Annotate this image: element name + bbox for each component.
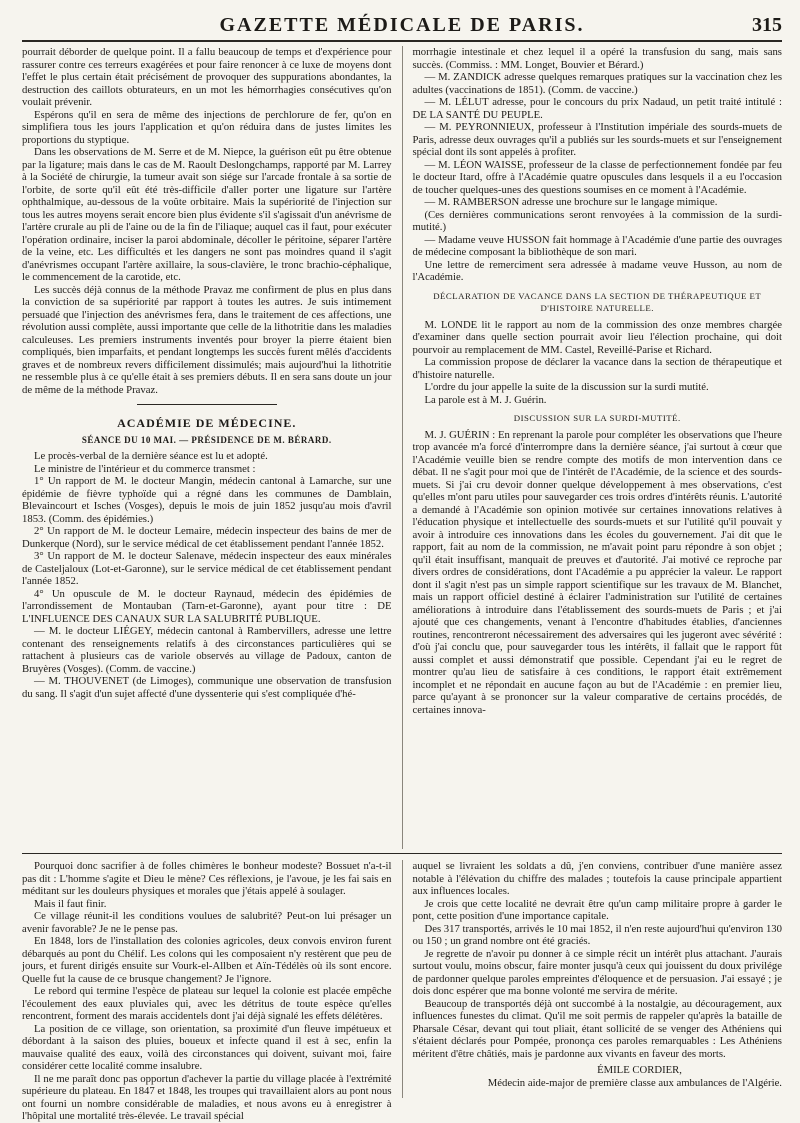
feuilleton-rule xyxy=(22,853,782,854)
paragraph: morrhagie intestinale et chez lequel il a opéré la transfusion du sang, mais sans succès. (Commiss. : MM. Longet, Bouvier et Bérard.) xyxy=(412,46,782,71)
feuilleton-columns xyxy=(22,858,782,1122)
paragraph: — M. THOUVENET (de Limoges), communique une observation de transfusion du sang. Il s'agit d'un sujet affecté d'une dyssenterie qui s'est compliquée d'hé- xyxy=(22,675,392,700)
paragraph: Dans les observations de M. Serre et de M. Niepce, la guérison eût pu être obtenue par la ligature; mais dans le cas de M. Raoult Deslongchamps, rapporté par M. Larrey à la Société de chirurgie, la tumeur avait son siége sur l'arcade frontale à sa sortie de l'orbite, de sorte qu'il eût été très-difficile d'aller porter une ligature sur l'artère ophthalmique, au-dessous de la voûte orbitaire. Mais la supériorité de l'injection sur tous les autres moyens serait encore bien plus évidente s'il s'agissait d'un anévrisme de l'artère crurale au pli de l'aine ou de la fin de l'iliaque; auquel cas il faut, pour exécuter l'opération ordinaire, inciser la paroi abdominale, décoller le péritoine, séparer l'artère de la veine, etc. Les difficultés et les dangers ne sont pas moindres quand il s'agit d'anévrismes occupant l'artère axillaire, la sous-clavière, le tronc brachio-céphalique, le commencement de la carotide, etc. xyxy=(22,146,392,283)
masthead-bar xyxy=(22,10,782,42)
session-heading: SÉANCE DU 10 MAI. — PRÉSIDENCE DE M. BÉRARD. xyxy=(81,434,332,445)
column-divider xyxy=(402,860,403,1098)
paragraph: La parole est à M. J. Guérin. xyxy=(424,393,547,406)
paragraph: M. LONDE lit le rapport au nom de la commission des onze membres chargée d'examiner dans quelle section pourrait avoir lieu l'élection prochaine, qui doit pourvoir au remplacement de MM. Castel, Reveillé-Parise et Richard. xyxy=(412,318,782,356)
paragraph: Pourquoi donc sacrifier à de folles chimères le bonheur modeste? Bossuet n'a-t-il pas dit : L'homme s'agite et Dieu le mène? Ces réflexions, je l'avoue, je les fai sais en méditant sur les douleurs physiques et morales que j'étais appelé à soulager. xyxy=(22,860,392,897)
paragraph: Je crois que cette localité ne devrait être qu'un camp militaire propre à garder le pont, cette position d'une importance capitale. xyxy=(412,897,782,922)
paragraph: Il ne me paraît donc pas opportun d'achever la partie du village placée à l'extrémité supérieure du plateau. En 1847 et 1848, les troupes qui travaillaient alors au pont nous ont fourni un nombre considérable de maladies, et nous avons eu à enregistrer à l'hôpital une mortalité très-élevée. Le travail spécial xyxy=(22,1072,392,1122)
paragraph: 2° Un rapport de M. le docteur Lemaire, médecin inspecteur des bains de mer de Dunkerque (Nord), sur le service médical de cet établissement pendant l'année 1852. xyxy=(22,525,392,550)
paragraph: pourrait déborder de quelque point. Il a fallu beaucoup de temps et d'expérience pour rassurer contre ces terreurs exagérées et pour faire renoncer à ce luxe de moyens dont l'effet le plus certain était précisément de provoquer des suppurations abondantes, la destruction des caillots obturateurs, en un mot les hémorrhagies consécutives qu'on voulait prévenir. xyxy=(22,46,392,108)
paragraph: — M. LÉLUT adresse, pour le concours du prix Nadaud, un petit traité intitulé : DE LA SANTÉ DU PEUPLE. xyxy=(412,96,782,121)
paragraph: — M. LÉON WAISSE, professeur de la classe de perfectionnement fondée par feu le docteur Itard, offre à l'Académie quatre opuscules dans lesquels il a eu l'occasion de toucher quelques-unes des questions soumises en ce moment à l'Académie. xyxy=(412,158,782,196)
vacancy-heading: DÉCLARATION DE VACANCE DANS LA SECTION DE THÉRAPEUTIQUE ET D'HISTOIRE NATURELLE. xyxy=(433,290,762,313)
paragraph: Le rebord qui termine l'espèce de plateau sur lequel la colonie est placée empêche l'écoulement des eaux pluviales qui, avec les détritus de toute espèce qu'elles rencontrent, forment des marais accidentels dont j'ai déjà signalé les effets délétères. xyxy=(22,985,392,1022)
paragraph: En 1848, lors de l'installation des colonies agricoles, deux convois environ furent débarqués au pont du Chélif. Les colons qui les composaient n'y restèrent que peu de jours, et furent dirigés ensuite sur Vourk-el-Allben et Aïn-Tédélès où ils sont encore. Quelle fut la cause de ce brusque changement? Je l'ignore. xyxy=(22,935,392,985)
paragraph: Espérons qu'il en sera de même des injections de perchlorure de fer, qu'on en simplifiera tous les jours l'application et qu'on réduira dans de justes limites les proportions du styptique. xyxy=(22,108,392,146)
author-name: ÉMILE CORDIER, xyxy=(597,1064,682,1076)
paragraph: 4° Un opuscule de M. le docteur Raynaud, médecin des épidémies de l'arrondissement de Montauban (Tarn-et-Garonne), ayant pour titre : DE L'INFLUENCE DES CANAUX SUR LA SALUBRITÉ PUBLIQUE. xyxy=(22,587,392,625)
paragraph: Ce village réunit-il les conditions voulues de salubrité? Peut-on lui présager un avenir favorable? Je ne le pense pas. xyxy=(22,910,392,935)
paragraph: M. J. GUÉRIN : En reprenant la parole pour compléter les observations que l'heure trop avancée m'a forcé d'interrompre dans la dernière séance, j'ai surtout à cœur que l'Académie veuille bien se rendre compte des motifs de mon intervention dans ce débat. Il ne s'agit pour moi que de l'intérêt de l'Académie, de la science et des sourds-muets. Si j'ai cru devoir donner quelque développement à mes observations, c'est qu'elles m'ont paru utiles pour sauvegarder ces trois ordres d'intérêts réunis. L'autorité a demandé à l'Académie son opinion motivée sur certaines innovations relatives à l'éducation physique et intellectuelle des sourds-muets et sur l'utilité qu'il pouvait y avoir à introduire ces innovations dans les écoles du gouvernement. J'ai dit que le rapport, fait au nom de la commission, ne m'avait point paru répondre à son objet ; qu'il était insuffisant, manquait de preuves et d'autorité. J'ai motivé ce reproche par divers ordres de considérations, dont l'Académie a pu apprécier la valeur. Le rapport dont il s'agit n'est pas un simple rapport scientifique sur les travaux de M. Blanchet, mais un rapport officiel destiné à éclairer l'administration sur l'utilité de certaines améliorations à introduire dans l'établissement des sourds-muets de Paris ; et j'ai ajouté que ces changements, venant à l'encontre d'habitudes établies, d'anciennes routines, rencontreront nécessairement des adversaires qui les jugeront avec sévérité : d'où j'ai conclu que, pour sauvegarder tous les intérêts, il fallait que le rapport fût aussi complet et aussi démonstratif que possible. Cependant j'ai eu le regret de montrer qu'au lieu de satisfaire à ces conditions, le rapport était extrêmement incomplet et ne répondait en aucune façon au but de l'Académie : en premier lieu, parce qu'ayant à se prononcer sur la valeur comparative de certains procédés, de certaines innova- xyxy=(412,428,782,716)
paragraph: L'ordre du jour appelle la suite de la discussion sur la surdi mutité. xyxy=(424,381,709,393)
paragraph: (Ces dernières communications seront renvoyées à la commission de la surdi-mutité.) xyxy=(412,208,782,233)
paragraph: Mais il faut finir. xyxy=(34,897,107,910)
paragraph: auquel se livraient les soldats a dû, j'en conviens, contribuer d'une manière assez notable à l'élévation du chiffre des malades ; toutefois la cause principale appartient aux influences locales. xyxy=(412,860,782,897)
paragraph: Une lettre de remerciment sera adressée à madame veuve Husson, au nom de l'Académie. xyxy=(412,258,782,283)
paragraph: 3° Un rapport de M. le docteur Salenave, médecin inspecteur des eaux minérales de Casteljaloux (Lot-et-Garonne), sur le service médical de cet établissement pendant l'année 1852. xyxy=(22,550,392,587)
journal-title: GAZETTE MÉDICALE DE PARIS. xyxy=(219,14,585,36)
paragraph: — M. ZANDICK adresse quelques remarques pratiques sur la vaccination chez les adultes (vaccinations de 1851). (Comm. de vaccine.) xyxy=(412,71,782,96)
paragraph: Des 317 transportés, arrivés le 10 mai 1852, il n'en reste aujourd'hui qu'environ 130 ou 150 ; un grand nombre ont été graciés. xyxy=(412,922,782,947)
page-number: 315 xyxy=(752,14,782,36)
feuilleton-right xyxy=(412,860,782,1098)
author-title: Médecin aide-major de première classe aux ambulances de l'Algérie. xyxy=(487,1076,782,1089)
paragraph: 1° Un rapport de M. le docteur Mangin, médecin cantonal à Lamarche, sur une épidémie de fièvre typhoïde qui a régné dans les communes de Damblain, Blevaincourt et Isches (Vosges), depuis le mois de juin 1852 jusqu'au mois d'avril 1853. (Comm. des épidémies.) xyxy=(22,475,392,525)
paragraph: — M. PEYRONNIEUX, professeur à l'Institution impériale des sourds-muets de Paris, adresse deux ouvrages qu'il a publiés sur les sourds-muets et sur l'enseignement spécial dont ils sont appelés à profiter. xyxy=(412,121,782,158)
main-columns xyxy=(22,42,782,849)
discussion-heading: DISCUSSION SUR LA SURDI-MUTITÉ. xyxy=(513,413,681,423)
academy-heading: ACADÉMIE DE MÉDECINE. xyxy=(117,416,297,430)
paragraph: — Madame veuve HUSSON fait hommage à l'Académie d'une partie des ouvrages de médecine composant la bibliothèque de son mari. xyxy=(412,233,782,258)
paragraph: Beaucoup de transportés déjà ont succombé à la nostalgie, au découragement, aux influences funestes du climat. Qu'il me soit permis de rappeler qu'après la bataille de Pharsale César, devant qui tout pliait, étant sollicité de se venger des Athéniens qui s'étaient déclarés pour Pompée, prononça ces paroles remarquables : Les Athéniens méritent d'être châtiés, mais je pardonne aux vivants en faveur des morts. xyxy=(412,997,782,1060)
paragraph: Je regrette de n'avoir pu donner à ce simple récit un intérêt plus attachant. J'aurais surtout voulu, moins obscur, faire monter jusqu'à ceux qui jouissent du doux privilége de pardonner quelque paroles empreintes d'éloquence et de persuasion. J'ai essayé ; je dois donc espérer que ma bonne volonté me servira de mérite. xyxy=(412,947,782,997)
paragraph: Le ministre de l'intérieur et du commerce transmet : xyxy=(34,462,256,475)
column-left xyxy=(22,46,392,849)
paragraph: La position de ce village, son orientation, sa proximité d'un fleuve impétueux et débordant à la saison des pluies, boueux et infecte quand il est à sec, enfin la mauvaise qualité des eaux, voilà des circonstances qui doivent, suivant moi, faire considérer cette localité comme insalubre. xyxy=(22,1022,392,1072)
paragraph: — M. RAMBERSON adresse une brochure sur le langage mimique. xyxy=(424,196,718,208)
paragraph: — M. le docteur LIÉGEY, médecin cantonal à Rambervillers, adresse une lettre contenant des renseignements relatifs à des circonstances particulières qui se rattachent à plusieurs cas de variole observés au village de Padoux, canton de Bruyères (Vosges). (Comm. de vaccine.) xyxy=(22,625,392,675)
column-divider xyxy=(402,46,403,849)
column-right xyxy=(412,46,782,849)
paragraph: Le procès-verbal de la dernière séance est lu et adopté. xyxy=(34,450,268,462)
paragraph: Les succès déjà connus de la méthode Pravaz me confirment de plus en plus dans la conviction de sa supériorité par rapport à toutes les autres. Je suis intimement persuadé que l'injection des anévrismes fera, dans le traitement de ces affections, une révolution aussi complète, aussi importante que celle de la lithotritie dans les maladies calculeuses. Les premiers instruments inventés pour broyer la pierre étaient bien compliqués, bien imparfaits, et pendant longtemps les succès furent mêlés d'accidents graves et de nombreux revers difficilement dissimulés; mais aujourd'hui la lithotritie ne ressemble plus à ce qu'elle était à ses premiers débuts. Il en sera sans doute un jour de même de la méthode Pravaz. xyxy=(22,283,392,396)
feuilleton-left xyxy=(22,860,392,1122)
paragraph: La commission propose de déclarer la vacance dans la section de thérapeutique et d'histoire naturelle. xyxy=(412,356,782,381)
section-divider xyxy=(137,404,277,405)
